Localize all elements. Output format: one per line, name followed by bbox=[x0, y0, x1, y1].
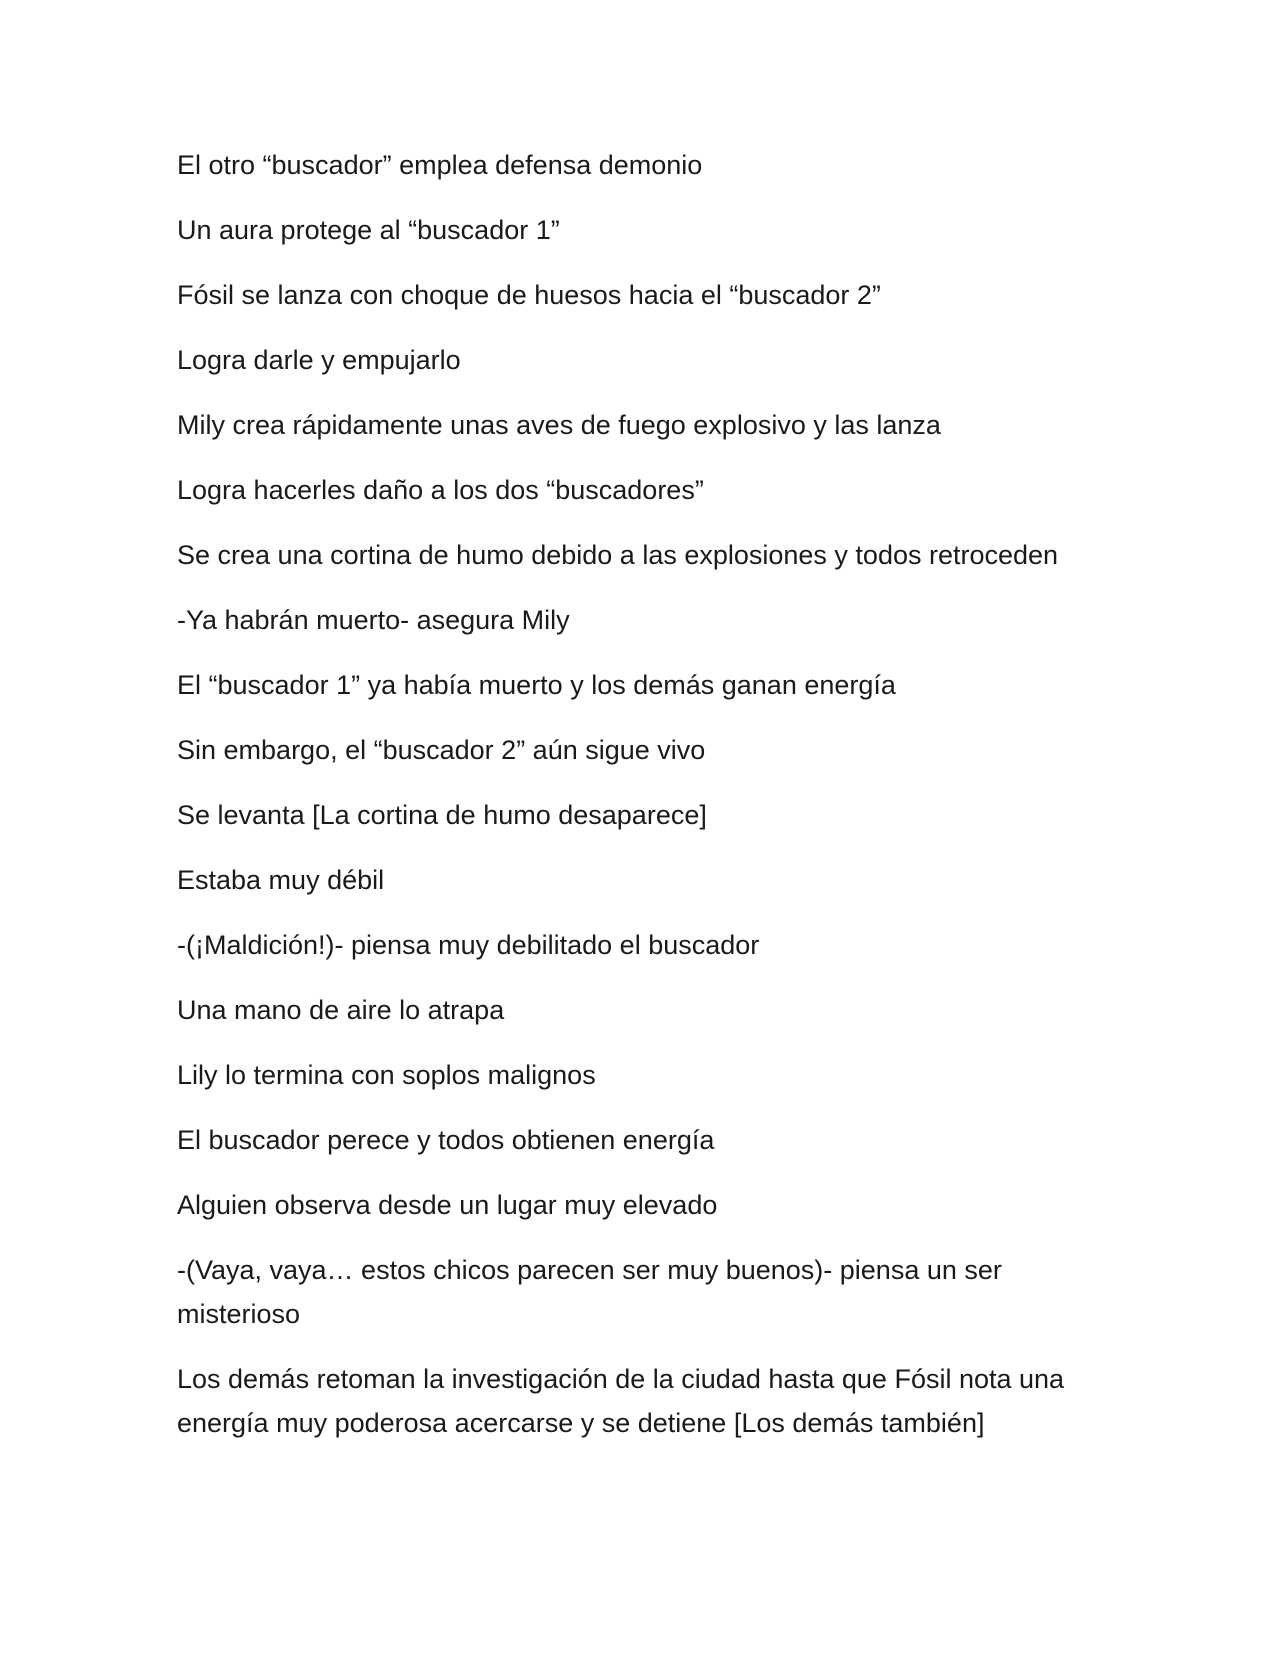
paragraph-4: Logra darle y empujarlo bbox=[177, 345, 461, 375]
paragraph-11: Se levanta [La cortina de humo desaparece] bbox=[177, 800, 707, 830]
paragraph-14: Una mano de aire lo atrapa bbox=[177, 995, 505, 1025]
paragraph-19: Los demás retoman la investigación de la ciudad hasta que Fósil nota una energía muy poderosa acercarse y se detiene [Los demás también] bbox=[177, 1364, 1065, 1438]
paragraph-15: Lily lo termina con soplos malignos bbox=[177, 1060, 596, 1090]
paragraph-16: El buscador perece y todos obtienen energía bbox=[177, 1125, 715, 1155]
paragraph-10: Sin embargo, el “buscador 2” aún sigue vivo bbox=[177, 735, 706, 765]
paragraph-3: Fósil se lanza con choque de huesos hacia el “buscador 2” bbox=[177, 280, 881, 310]
document-body bbox=[177, 143, 1087, 1466]
paragraph-12: Estaba muy débil bbox=[177, 865, 385, 895]
paragraph-9: El “buscador 1” ya había muerto y los demás ganan energía bbox=[177, 670, 896, 700]
paragraph-18: -(Vaya, vaya… estos chicos parecen ser muy buenos)- piensa un ser misterioso bbox=[177, 1255, 1002, 1329]
paragraph-5: Mily crea rápidamente unas aves de fuego explosivo y las lanza bbox=[177, 410, 941, 440]
paragraph-1: El otro “buscador” emplea defensa demonio bbox=[177, 150, 703, 180]
paragraph-2: Un aura protege al “buscador 1” bbox=[177, 215, 560, 245]
paragraph-7: Se crea una cortina de humo debido a las explosiones y todos retroceden bbox=[177, 540, 1059, 570]
paragraph-8: -Ya habrán muerto- asegura Mily bbox=[177, 605, 570, 635]
paragraph-6: Logra hacerles daño a los dos “buscadores” bbox=[177, 475, 704, 505]
paragraph-13: -(¡Maldición!)- piensa muy debilitado el buscador bbox=[177, 930, 760, 960]
paragraph-17: Alguien observa desde un lugar muy elevado bbox=[177, 1190, 718, 1220]
